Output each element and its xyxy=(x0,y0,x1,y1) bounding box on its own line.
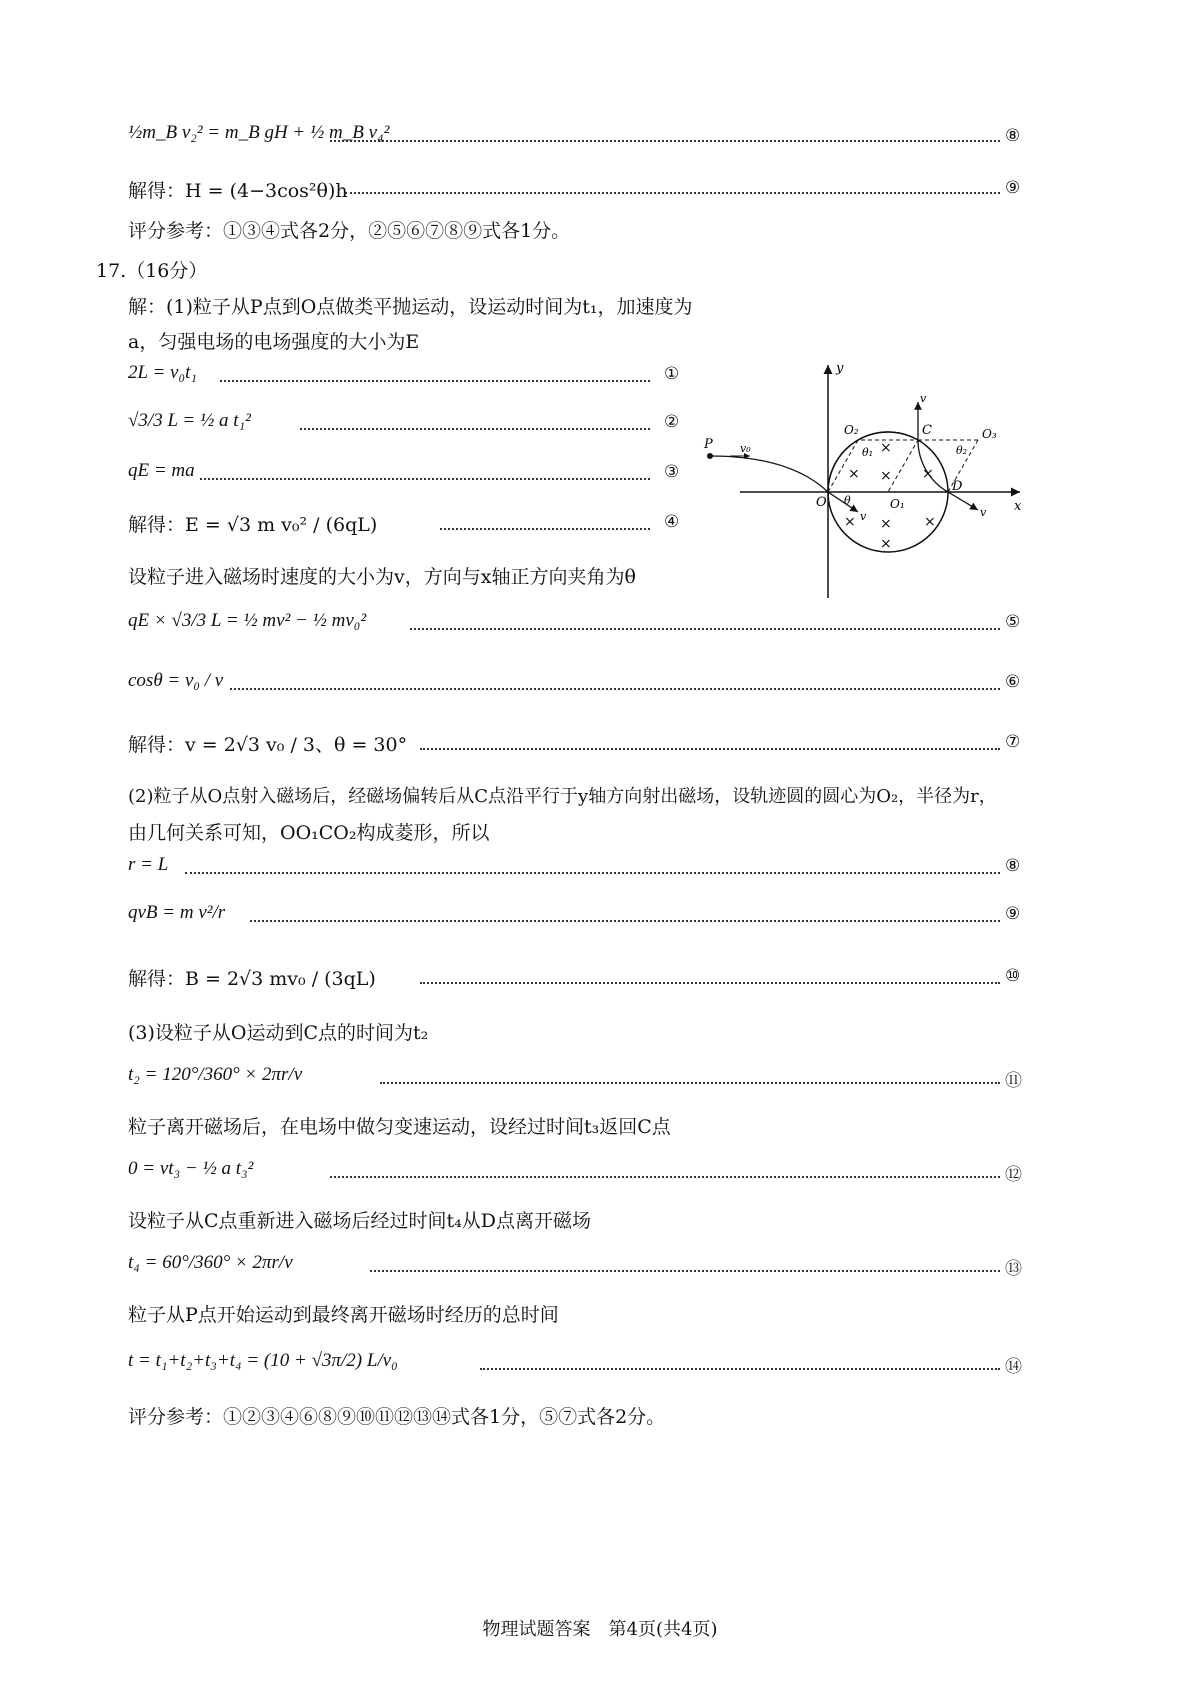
label-O: O xyxy=(816,495,827,510)
leader-dots xyxy=(230,688,1000,690)
eq-number-9b: ⑨ xyxy=(1005,904,1021,924)
eq-number-13: ⑬ xyxy=(1005,1259,1022,1279)
equation-14: t = t₁+t₂+t₃+t₄ = (10 + √3π/2) L/v₀ xyxy=(128,1350,398,1371)
velocity-arrow-O xyxy=(828,492,858,512)
equation-5: qE × √3/3 L = ½ mv² − ½ mv₀² xyxy=(128,610,367,631)
equation-10: 解得：B = 2√3 mv₀ / (3qL) xyxy=(128,968,376,990)
q17-intro-line1: 解：(1)粒子从P点到O点做类平抛运动，设运动时间为t₁，加速度为 xyxy=(128,296,693,318)
label-theta: θ xyxy=(844,494,851,507)
equation-13: t₄ = 60°/360° × 2πr/v xyxy=(128,1252,293,1273)
label-v-C: v xyxy=(920,392,927,405)
label-P: P xyxy=(704,437,713,452)
equation-2: √3/3 L = ½ a t₁² xyxy=(128,410,251,431)
label-v0: v₀ xyxy=(740,442,751,455)
field-cross: × xyxy=(848,466,860,482)
leader-dots xyxy=(250,920,1000,922)
scoring-note-16: 评分参考：①③④式各2分，②⑤⑥⑦⑧⑨式各1分。 xyxy=(128,220,571,242)
leader-dots xyxy=(440,528,650,530)
leader-dots xyxy=(345,192,1000,194)
eq-number-12: ⑫ xyxy=(1005,1165,1022,1185)
q17-text-13: 设粒子从C点重新进入磁场后经过时间t₄从D点离开磁场 xyxy=(128,1210,592,1232)
x-axis-label: x xyxy=(1014,499,1022,514)
equation-4: 解得：E = √3 m v₀² / (6qL) xyxy=(128,514,378,536)
equation-8: ½m_B v₂² = m_B gH + ½ m_B v₄² xyxy=(128,122,390,143)
field-cross: × xyxy=(880,440,892,456)
field-cross: × xyxy=(880,468,892,484)
eq-number-8: ⑧ xyxy=(1005,126,1021,146)
field-cross: × xyxy=(924,514,936,530)
equation-11: t₂ = 120°/360° × 2πr/v xyxy=(128,1064,303,1085)
eq-number-3: ③ xyxy=(664,462,680,482)
label-theta1: θ₁ xyxy=(862,446,874,459)
q17-part3-text: (3)设粒子从O运动到C点的时间为t₂ xyxy=(128,1022,429,1044)
label-O3: O₃ xyxy=(982,427,997,441)
y-axis-label: y xyxy=(836,361,844,376)
equation-8b: r = L xyxy=(128,854,169,875)
leader-dots xyxy=(200,478,650,480)
label-v-D: v xyxy=(980,506,987,519)
equation-9b: qvB = m v²/r xyxy=(128,902,226,923)
page-footer: 物理试题答案 第4页(共4页) xyxy=(482,1619,718,1640)
q17-text-14: 粒子从P点开始运动到最终离开磁场时经历的总时间 xyxy=(128,1304,559,1326)
eq-number-1: ① xyxy=(664,364,680,384)
leader-dots xyxy=(330,140,1000,142)
eq-number-9: ⑨ xyxy=(1005,178,1021,198)
field-cross: × xyxy=(922,466,934,482)
equation-7: 解得：v = 2√3 v₀ / 3、θ = 30° xyxy=(128,734,408,756)
leader-dots xyxy=(410,628,1000,630)
eq-number-11: ⑪ xyxy=(1005,1071,1022,1091)
label-C: C xyxy=(922,423,932,438)
eq-number-5: ⑤ xyxy=(1005,612,1021,632)
eq-number-8b: ⑧ xyxy=(1005,856,1021,876)
question-17-header: 17.（16分） xyxy=(96,260,208,282)
q17-intro-line2: a，匀强电场的电场强度的大小为E xyxy=(128,331,420,353)
field-cross: × xyxy=(880,516,892,532)
leader-dots xyxy=(380,1082,1000,1084)
q17-text-12: 粒子离开磁场后，在电场中做匀变速运动，设经过时间t₃返回C点 xyxy=(128,1116,671,1138)
label-theta2: θ₂ xyxy=(956,444,968,457)
leader-dots xyxy=(330,1176,1000,1178)
equation-6: cosθ = v₀ / v xyxy=(128,670,224,691)
eq-number-6: ⑥ xyxy=(1005,672,1021,692)
leader-dots xyxy=(370,1270,1000,1272)
field-cross: × xyxy=(844,514,856,530)
equation-1: 2L = v₀t₁ xyxy=(128,362,197,383)
equation-3: qE = ma xyxy=(128,460,195,481)
leader-dots xyxy=(420,748,1000,750)
leader-dots xyxy=(420,982,1000,984)
label-O1: O₁ xyxy=(890,497,905,511)
label-D: D xyxy=(952,479,963,494)
equation-9: 解得：H = (4−3cos²θ)h xyxy=(128,180,348,202)
label-O2: O₂ xyxy=(844,423,859,437)
eq-number-10: ⑩ xyxy=(1005,966,1021,986)
field-cross: × xyxy=(880,536,892,552)
eq-number-14: ⑭ xyxy=(1005,1357,1022,1377)
q17-part2-line2: 由几何关系可知，OO₁CO₂构成菱形，所以 xyxy=(128,822,490,844)
eq-number-4: ④ xyxy=(664,512,680,532)
leader-dots xyxy=(300,428,650,430)
leader-dots xyxy=(480,1368,1000,1370)
q17-part2-line1: (2)粒子从O点射入磁场后，经磁场偏转后从C点沿平行于y轴方向射出磁场，设轨迹圆的圆心为O₂，半径为r， xyxy=(128,786,997,807)
magnetic-field-diagram xyxy=(704,360,1030,600)
equation-12: 0 = vt₃ − ½ a t₃² xyxy=(128,1158,254,1179)
trajectory-parabola xyxy=(710,456,828,492)
eq-number-2: ② xyxy=(664,412,680,432)
scoring-note-17: 评分参考：①②③④⑥⑧⑨⑩⑪⑫⑬⑭式各1分，⑤⑦式各2分。 xyxy=(128,1406,666,1428)
leader-dots xyxy=(185,872,1000,874)
velocity-arrow-D xyxy=(948,492,978,510)
leader-dots xyxy=(220,380,650,382)
q17-velocity-text: 设粒子进入磁场时速度的大小为v，方向与x轴正方向夹角为θ xyxy=(128,566,636,588)
label-v-O: v xyxy=(860,510,867,523)
eq-number-7: ⑦ xyxy=(1005,732,1021,752)
trajectory-arc-OC xyxy=(828,432,918,492)
